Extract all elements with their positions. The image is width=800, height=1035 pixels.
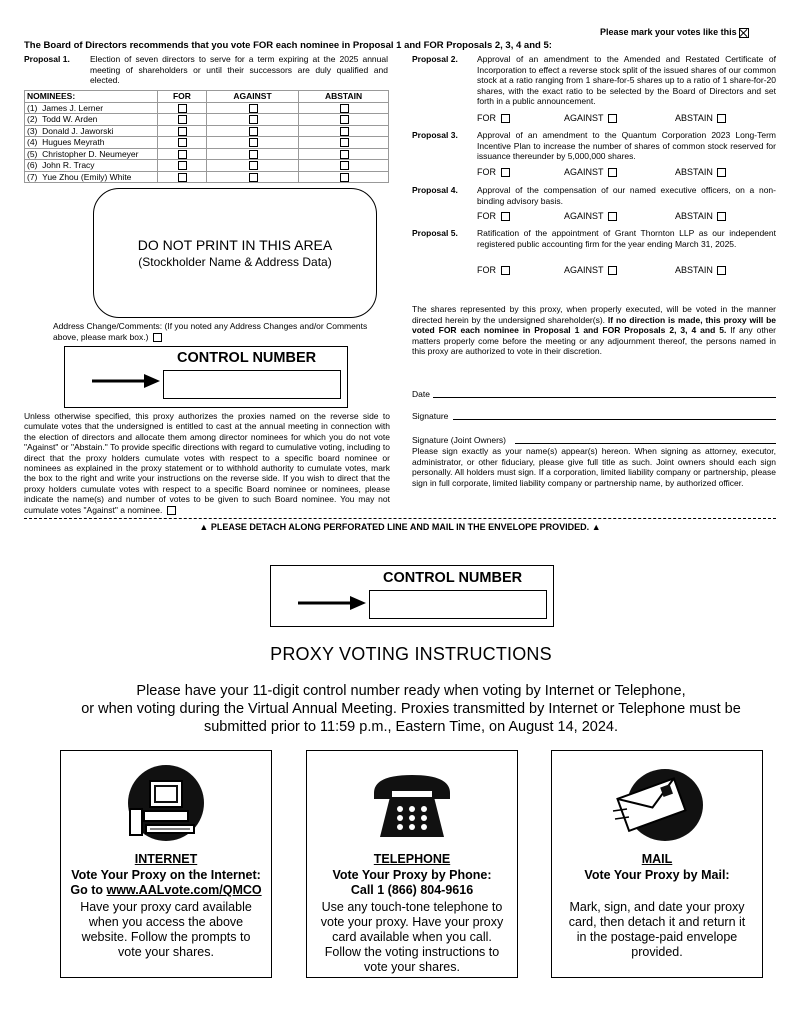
vote-checkbox[interactable]: [608, 266, 617, 275]
computer-icon: [116, 759, 216, 847]
nominee-number: (5): [27, 148, 38, 159]
nominee-for-cell: [158, 114, 207, 126]
mail-title: MAIL: [641, 852, 673, 866]
nominee-for-cell: [158, 171, 207, 183]
nominee-against-checkbox[interactable]: [249, 161, 258, 170]
vote-checkbox[interactable]: [717, 168, 726, 177]
board-recommendation: The Board of Directors recommends that you vote FOR each nominee in Proposal 1 and FOR Proposals 2, 3, 4 and 5:: [24, 40, 552, 51]
date-line[interactable]: [433, 397, 776, 398]
nominee-against-cell: [206, 171, 298, 183]
internet-title: INTERNET: [134, 852, 198, 866]
triangle-up-icon: ▲: [591, 522, 601, 532]
vote-option-label: ABSTAIN: [675, 113, 713, 123]
nominee-against-cell: [206, 148, 298, 160]
nominee-abstain-cell: [299, 160, 389, 172]
joint-signature-label: Signature (Joint Owners): [412, 435, 507, 445]
vote-option-label: AGAINST: [564, 113, 604, 123]
joint-signature-line[interactable]: [515, 443, 776, 444]
nominee-abstain-checkbox[interactable]: [340, 173, 349, 182]
nominee-against-checkbox[interactable]: [249, 104, 258, 113]
nominee-abstain-cell: [299, 114, 389, 126]
vote-option-label: AGAINST: [564, 167, 604, 177]
nominee-abstain-cell: [299, 137, 389, 149]
nominee-label: James J. Lerner: [42, 102, 104, 113]
internet-url-line: Go to www.AALvote.com/QMCO: [70, 883, 262, 897]
vote-checkbox[interactable]: [608, 114, 617, 123]
nominee-against-cell: [206, 102, 298, 114]
perforated-line: [24, 518, 776, 519]
nominee-against-checkbox[interactable]: [249, 115, 258, 124]
control-number-label: CONTROL NUMBER: [177, 350, 317, 366]
vote-option-label: FOR: [477, 211, 496, 221]
vote-checkbox[interactable]: [717, 114, 726, 123]
telephone-icon: [362, 759, 462, 847]
nominee-abstain-cell: [299, 102, 389, 114]
arrow-right-icon: [298, 595, 366, 611]
nominee-row: [25, 102, 389, 114]
mark-votes-instruction: Please mark your votes like this: [600, 27, 749, 38]
vote-option-label: ABSTAIN: [675, 211, 713, 221]
vote-checkbox[interactable]: [717, 212, 726, 221]
mail-subtitle: Vote Your Proxy by Mail:: [584, 868, 730, 882]
proposal-5-label: Proposal 5.: [412, 228, 458, 238]
nominee-label: Christopher D. Neumeyer: [42, 148, 139, 159]
control-number-input[interactable]: [163, 370, 341, 399]
internet-body: Have your proxy card available when you access the above website. Follow the prompts to vote your shares.: [80, 900, 252, 959]
nominee-label: Todd W. Arden: [42, 114, 98, 125]
proposal-4-text: Approval of the compensation of our named executive officers, on a non-binding advisory basis.: [477, 185, 776, 206]
proposal-2-against-option[interactable]: [564, 113, 617, 123]
vote-checkbox[interactable]: [608, 168, 617, 177]
proposal-2-text: Approval of an amendment to the Amended and Restated Certificate of Incorporation to effect a reverse stock split of the issued shares of our common stock at a ratio ranging from 1 share-for-5 shares up to a ratio of 1 share-for-20 shares, with the exact ratio to be selected by the Board of Directors and set forth in a public announcement.: [477, 54, 776, 107]
vote-option-label: FOR: [477, 167, 496, 177]
nominees-header-row: [25, 91, 389, 103]
proposal-5-for-option[interactable]: [477, 265, 510, 275]
arrow-right-icon: [92, 373, 160, 389]
nominee-for-checkbox[interactable]: [178, 150, 187, 159]
vote-checkbox[interactable]: [608, 212, 617, 221]
proposal-3-abstain-option[interactable]: [675, 167, 726, 177]
nominee-name: [25, 137, 158, 149]
vote-option-label: AGAINST: [564, 265, 604, 275]
cumulate-votes-text: Unless otherwise specified, this proxy authorizes the proxies named on the reverse side to cumulate votes that the undersigned is entitled to cast at the annual meeting in connection with the election of directors and allocate them among director nominees for which you do not vote "Against" or "Abstain." To provide specific directions with regard to cumulative voting, including to direct that the proxy holders cumulate votes with respect to a specific board nominee or nominees as explained in the proxy statement or to withhold authority to cumulate votes, mark the box to the right and write your instructions on the reverse side. If you wish to direct that the proxy holders cumulate votes with respect to a specific Board nominee or nominees, please indicate the name(s) and number of votes to be given to such Board nominee. You may not cumulate votes "Against" a nominee.: [24, 411, 390, 515]
proposal-4-label: Proposal 4.: [412, 185, 458, 195]
do-not-print-title: DO NOT PRINT IN THIS AREA: [137, 237, 333, 253]
nominee-name: [25, 125, 158, 137]
checked-box-icon: [739, 28, 749, 38]
nominee-for-checkbox[interactable]: [178, 104, 187, 113]
nominee-against-cell: [206, 114, 298, 126]
control-number-input-2[interactable]: [369, 590, 547, 619]
proposal-1-label: Proposal 1.: [24, 54, 70, 64]
nominee-against-cell: [206, 160, 298, 172]
address-change-checkbox[interactable]: [153, 333, 162, 342]
nominee-abstain-cell: [299, 125, 389, 137]
nominee-against-cell: [206, 137, 298, 149]
triangle-up-icon: ▲: [199, 522, 209, 532]
nominee-row: [25, 114, 389, 126]
nominee-for-checkbox[interactable]: [178, 173, 187, 182]
proposal-5-abstain-option[interactable]: [675, 265, 726, 275]
proposal-2-vote-row: [477, 113, 777, 125]
nominee-for-cell: [158, 137, 207, 149]
nominee-number: (1): [27, 102, 38, 113]
address-area: [93, 188, 377, 318]
nominee-for-checkbox[interactable]: [178, 115, 187, 124]
proposal-2-abstain-option[interactable]: [675, 113, 726, 123]
nominee-name: [25, 114, 158, 126]
signature-line[interactable]: [453, 419, 776, 420]
nominee-label: Yue Zhou (Emily) White: [42, 171, 132, 182]
telephone-title: TELEPHONE: [373, 852, 451, 866]
nominee-for-checkbox[interactable]: [178, 127, 187, 136]
telephone-number: Call 1 (866) 804-9616: [350, 883, 474, 897]
nominee-abstain-checkbox[interactable]: [340, 150, 349, 159]
nominee-name: [25, 160, 158, 172]
proposal-3-against-option[interactable]: [564, 167, 617, 177]
proposal-4-for-option[interactable]: [477, 211, 510, 221]
instructions-text: Please have your 11-digit control number ready when voting by Internet or Telephone, or when voting during the Virtual Annual Meeting. Proxies transmitted by Internet or Telephone must be submitted prior to 11:59 p.m., Eastern Time, on August 14, 2024.: [81, 683, 741, 735]
col-against: AGAINST: [206, 91, 298, 103]
col-for: FOR: [158, 91, 207, 103]
signing-instructions: Please sign exactly as your name(s) appear(s) hereon. When signing as attorney, executor, administrator, or other fiduciary, please give full title as such. Joint owners should each sign personally. All holders must sign. If a corporation, limited liability company or partnership, please sign in full corporate, limited liability company or partnership name, by authorized officer.: [412, 446, 776, 488]
proposal-5-against-option[interactable]: [564, 265, 617, 275]
proposal-5-vote-row: [477, 265, 777, 277]
telephone-subtitle: Vote Your Proxy by Phone:: [332, 868, 492, 882]
nominee-abstain-checkbox[interactable]: [340, 115, 349, 124]
vote-checkbox[interactable]: [501, 266, 510, 275]
internet-url-link[interactable]: www.AALvote.com/QMCO: [106, 883, 262, 897]
cumulate-checkbox[interactable]: [167, 506, 176, 515]
nominee-for-checkbox[interactable]: [178, 161, 187, 170]
nominee-abstain-checkbox[interactable]: [340, 104, 349, 113]
nominee-name: [25, 148, 158, 160]
col-abstain: ABSTAIN: [299, 91, 389, 103]
internet-subtitle: Vote Your Proxy on the Internet:: [71, 868, 261, 882]
proposal-4-vote-row: [477, 211, 777, 223]
nominee-row: [25, 148, 389, 160]
nominee-for-cell: [158, 160, 207, 172]
col-nominees: NOMINEES:: [25, 91, 158, 103]
vote-checkbox[interactable]: [501, 212, 510, 221]
nominee-against-cell: [206, 125, 298, 137]
nominee-label: Hugues Meyrath: [42, 137, 105, 148]
mail-body: Mark, sign, and date your proxy card, then detach it and return it in the postage-paid envelope provided.: [568, 900, 746, 959]
internet-panel: [60, 750, 272, 978]
date-label: Date: [412, 389, 430, 399]
control-number-box-2: [270, 565, 554, 627]
nominee-row: [25, 137, 389, 149]
mail-panel: [551, 750, 763, 978]
proposal-4-against-option[interactable]: [564, 211, 617, 221]
proposal-3-label: Proposal 3.: [412, 130, 458, 140]
nominees-table: [24, 90, 389, 183]
do-not-print-subtitle: (Stockholder Name & Address Data): [138, 255, 332, 269]
control-number-box: [64, 346, 348, 408]
nominee-against-checkbox[interactable]: [249, 150, 258, 159]
nominee-against-checkbox[interactable]: [249, 127, 258, 136]
proposal-3-text: Approval of an amendment to the Quantum Corporation 2023 Long-Term Incentive Plan to increase the number of shares of common stock reserved for issuance thereunder by 5,000,000 shares.: [477, 130, 776, 162]
nominee-for-cell: [158, 102, 207, 114]
proposal-5-text: Ratification of the appointment of Grant Thornton LLP as our independent registered public accounting firm for the year ending March 31, 2025.: [477, 228, 776, 249]
vote-checkbox[interactable]: [717, 266, 726, 275]
nominee-abstain-cell: [299, 171, 389, 183]
nominee-name: [25, 171, 158, 183]
nominee-number: (7): [27, 171, 38, 182]
nominee-for-cell: [158, 125, 207, 137]
nominee-abstain-checkbox[interactable]: [340, 138, 349, 147]
proposal-2-label: Proposal 2.: [412, 54, 458, 64]
address-change: Address Change/Comments: (If you noted any Address Changes and/or Comments above, please mark box.): [53, 321, 368, 342]
vote-option-label: ABSTAIN: [675, 265, 713, 275]
proposal-3-for-option[interactable]: [477, 167, 510, 177]
nominee-abstain-checkbox[interactable]: [340, 127, 349, 136]
shares-text: The shares represented by this proxy, when properly executed, will be voted in the manner directed herein by the undersigned shareholder(s). If no direction is made, this proxy will be voted FOR each nominee in Proposal 1 and FOR Proposals 2, 3, 4 and 5. If any other matters properly come before the meeting or any adjournment thereof, the persons named in this proxy are authorized to vote in their discretion.: [412, 304, 776, 357]
nominee-against-checkbox[interactable]: [249, 138, 258, 147]
nominee-row: [25, 160, 389, 172]
vote-checkbox[interactable]: [501, 168, 510, 177]
control-number-label-2: CONTROL NUMBER: [383, 570, 523, 586]
vote-option-label: ABSTAIN: [675, 167, 713, 177]
nominee-row: [25, 125, 389, 137]
nominee-number: (6): [27, 160, 38, 171]
nominee-number: (2): [27, 114, 38, 125]
telephone-body: Use any touch-tone telephone to vote your proxy. Have your proxy card available when you call. Follow the voting instructions to vote your shares.: [320, 900, 504, 974]
proposal-2-for-option[interactable]: [477, 113, 510, 123]
nominee-label: John R. Tracy: [42, 160, 95, 171]
detach-instruction: ▲ PLEASE DETACH ALONG PERFORATED LINE AND MAIL IN THE ENVELOPE PROVIDED. ▲: [199, 522, 601, 532]
nominee-name: [25, 102, 158, 114]
vote-option-label: AGAINST: [564, 211, 604, 221]
nominee-row: [25, 171, 389, 183]
nominee-against-checkbox[interactable]: [249, 173, 258, 182]
nominee-number: (3): [27, 125, 38, 136]
proposal-4-abstain-option[interactable]: [675, 211, 726, 221]
envelope-icon: [607, 759, 707, 847]
vote-checkbox[interactable]: [501, 114, 510, 123]
proposal-1-text: Election of seven directors to serve for a term expiring at the 2025 annual meeting of shareholders or until their successors are duly qualified and elected.: [90, 54, 388, 86]
vote-option-label: FOR: [477, 265, 496, 275]
nominee-number: (4): [27, 137, 38, 148]
instructions-title: PROXY VOTING INSTRUCTIONS: [270, 644, 552, 664]
nominee-for-checkbox[interactable]: [178, 138, 187, 147]
proposal-3-vote-row: [477, 167, 777, 179]
vote-option-label: FOR: [477, 113, 496, 123]
signature-label: Signature: [412, 411, 449, 421]
nominee-abstain-checkbox[interactable]: [340, 161, 349, 170]
nominee-for-cell: [158, 148, 207, 160]
telephone-panel: [306, 750, 518, 978]
nominee-abstain-cell: [299, 148, 389, 160]
nominee-label: Donald J. Jaworski: [42, 125, 114, 136]
